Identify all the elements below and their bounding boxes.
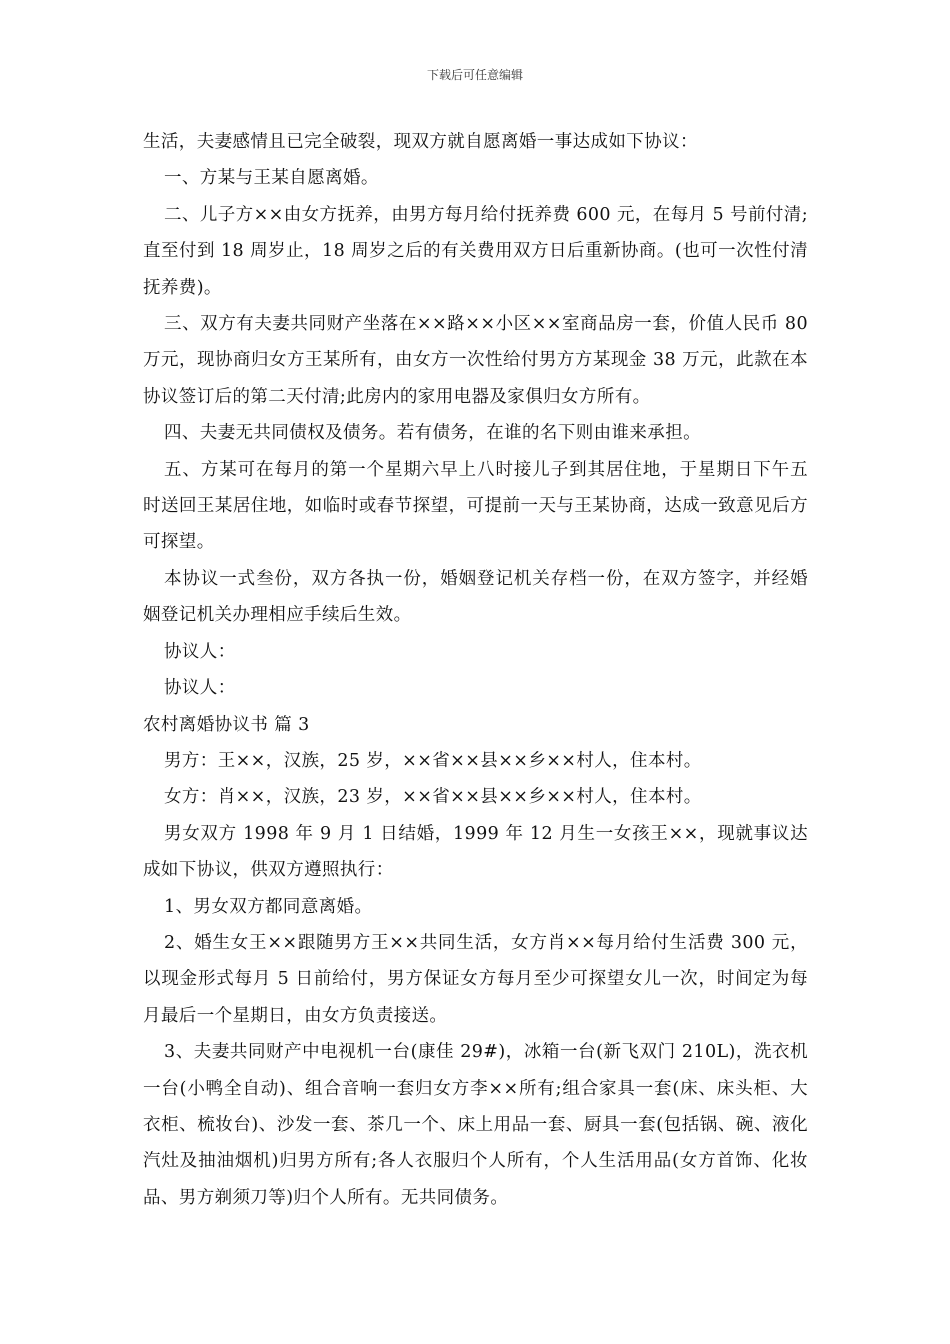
section-heading: 农村离婚协议书 篇 3 xyxy=(143,714,310,735)
document-body xyxy=(143,124,808,1216)
signatory-line-1: 协议人： xyxy=(164,641,236,662)
clause-3: 3、夫妻共同财产中电视机一台(康佳 29#)，冰箱一台(新飞双门 210L)，洗衣机一台(小鸭全自动)、组合音响一套归女方李××所有;组合家具一套(床、床头柜、大衣柜、梳妆台)、沙发一套、茶几一个、床上用品一套、厨具一套(包括锅、碗、液化汽灶及抽油烟机)归男方所有;各人衣服归个人所有，个人生活用品(女方首饰、化妆品、男方剃须刀等)归个人所有。无共同债务。 xyxy=(143,1042,808,1208)
paragraph-female-party: 女方：肖××，汉族，23 岁，××省××县××乡××村人，住本村。 xyxy=(164,787,702,808)
page-header-note: 下载后可任意编辑 xyxy=(426,68,523,82)
paragraph-male-party: 男方：王××，汉族，25 岁，××省××县××乡××村人，住本村。 xyxy=(164,750,702,771)
paragraph-1: 生活，夫妻感情且已完全破裂，现双方就自愿离婚一事达成如下协议： xyxy=(143,132,698,152)
paragraph-3: 二、儿子方××由女方抚养，由男方每月给付抚养费 600 元，在每月 5 号前付清;直至付到 18 周岁止，18 周岁之后的有关费用双方日后重新协商。(也可一次性付清抚养费)。 xyxy=(143,204,808,298)
paragraph-marriage-info: 男女双方 1998 年 9 月 1 日结婚，1999 年 12 月生一女孩王××，现就事议达成如下协议，供双方遵照执行： xyxy=(143,823,808,881)
paragraph-2: 一、方某与王某自愿离婚。 xyxy=(164,168,379,189)
paragraph-7: 本协议一式叁份，双方各执一份，婚姻登记机关存档一份，在双方签字，并经婚姻登记机关办理相应手续后生效。 xyxy=(143,568,808,626)
signatory-line-2: 协议人： xyxy=(164,678,236,699)
clause-1: 1、男女双方都同意离婚。 xyxy=(164,896,373,917)
paragraph-4: 三、双方有夫妻共同财产坐落在××路××小区××室商品房一套，价值人民币 80 万元，现协商归女方王某所有，由女方一次性给付男方方某现金 38 万元，此款在本协议签订后的第二天付清;此房内的家用电器及家俱归女方所有。 xyxy=(143,314,808,407)
paragraph-6: 五、方某可在每月的第一个星期六早上八时接儿子到其居住地，于星期日下午五时送回王某居住地，如临时或春节探望，可提前一天与王某协商，达成一致意见后方可探望。 xyxy=(143,459,808,553)
clause-2: 2、婚生女王××跟随男方王××共同生活，女方肖××每月给付生活费 300 元，以现金形式每月 5 日前给付，男方保证女方每月至少可探望女儿一次，时间定为每月最后一个星期日，由女方负责接送。 xyxy=(143,932,808,1026)
paragraph-5: 四、夫妻无共同债权及债务。若有债务，在谁的名下则由谁来承担。 xyxy=(164,423,701,444)
